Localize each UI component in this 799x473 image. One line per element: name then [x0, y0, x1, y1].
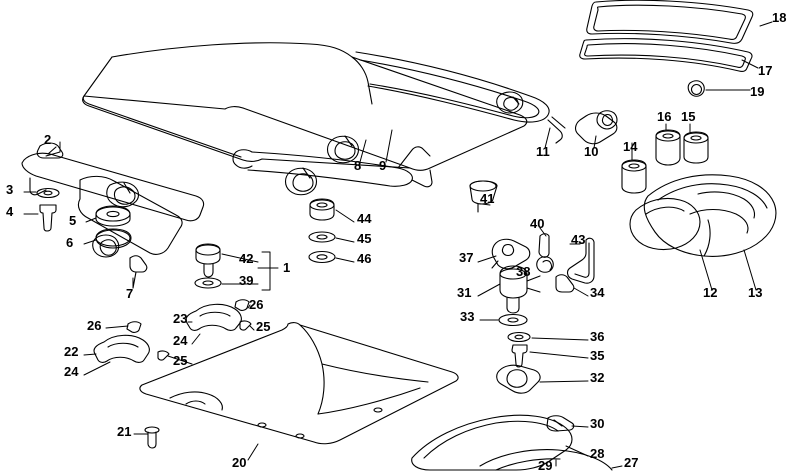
callout-16[interactable]: 16 — [657, 109, 672, 124]
callout-19[interactable]: 19 — [750, 84, 765, 99]
callout-11[interactable]: 11 — [536, 144, 550, 159]
callout-27[interactable]: 27 — [624, 455, 639, 470]
callout-45[interactable]: 45 — [357, 231, 372, 246]
part-18-rear-window — [587, 0, 753, 43]
part-10-latch — [576, 111, 617, 144]
callout-20[interactable]: 20 — [232, 455, 247, 470]
callout-32[interactable]: 32 — [590, 370, 605, 385]
part-33-washer — [499, 315, 527, 326]
part-42-39 — [195, 244, 221, 288]
callout-42[interactable]: 42 — [239, 251, 254, 266]
callout-9[interactable]: 9 — [379, 158, 387, 173]
callout-44[interactable]: 44 — [357, 211, 372, 226]
part-23-handle — [186, 304, 241, 330]
callout-28[interactable]: 28 — [590, 446, 605, 461]
callout-13[interactable]: 13 — [748, 285, 763, 300]
callout-6[interactable]: 6 — [66, 235, 74, 250]
callout-34[interactable]: 34 — [590, 285, 605, 300]
part-main-top-panel — [83, 43, 527, 173]
callout-1[interactable]: 1 — [283, 260, 291, 275]
callout-8[interactable]: 8 — [354, 158, 362, 173]
part-20-headliner — [140, 323, 458, 444]
part-3-4-washer-bolt — [37, 189, 59, 232]
callout-3[interactable]: 3 — [6, 182, 14, 197]
callout-43[interactable]: 43 — [571, 232, 586, 247]
part-21-clip — [145, 427, 159, 448]
callout-35[interactable]: 35 — [590, 348, 605, 363]
callout-5[interactable]: 5 — [69, 213, 77, 228]
callout-4[interactable]: 4 — [6, 204, 14, 219]
part-44-45-46 — [309, 199, 335, 263]
callout-31[interactable]: 31 — [457, 285, 472, 300]
callout-2[interactable]: 2 — [44, 132, 52, 147]
part-16-bushing — [656, 130, 680, 165]
part-15-bushing — [684, 132, 708, 163]
callout-38[interactable]: 38 — [516, 264, 531, 279]
part-36-35-32-stack — [497, 333, 540, 394]
callout-17[interactable]: 17 — [758, 63, 773, 78]
callout-41[interactable]: 41 — [480, 191, 495, 206]
callout-25[interactable]: 25 — [256, 319, 271, 334]
callout-39[interactable]: 39 — [239, 273, 254, 288]
part-34-40-38 — [537, 234, 574, 292]
callout-37[interactable]: 37 — [459, 250, 474, 265]
callout-29[interactable]: 29 — [538, 458, 553, 473]
part-8-9-bow — [356, 52, 549, 122]
part-13-cover — [644, 175, 776, 257]
group-bracket-1 — [262, 252, 270, 290]
callout-10[interactable]: 10 — [584, 144, 599, 159]
callout-24[interactable]: 24 — [64, 364, 79, 379]
part-14-bushing — [622, 160, 646, 193]
callout-14[interactable]: 14 — [623, 139, 638, 154]
callout-15[interactable]: 15 — [681, 109, 696, 124]
part-17-seal — [580, 39, 752, 72]
callout-26-b[interactable]: 26 — [87, 318, 102, 333]
part-19-clip — [688, 81, 704, 97]
callout-25-b[interactable]: 25 — [173, 353, 188, 368]
callout-12[interactable]: 12 — [703, 285, 718, 300]
callout-30[interactable]: 30 — [590, 416, 605, 431]
callout-24-b[interactable]: 24 — [173, 333, 188, 348]
part-22-handle — [94, 335, 149, 362]
callout-21[interactable]: 21 — [117, 424, 132, 439]
callout-33[interactable]: 33 — [460, 309, 475, 324]
callout-23[interactable]: 23 — [173, 311, 188, 326]
callout-18[interactable]: 18 — [772, 10, 787, 25]
callout-7[interactable]: 7 — [126, 286, 134, 301]
callout-26[interactable]: 26 — [249, 297, 264, 312]
callout-40[interactable]: 40 — [530, 216, 545, 231]
callout-46[interactable]: 46 — [357, 251, 372, 266]
part-11-rail — [548, 117, 565, 143]
callout-36[interactable]: 36 — [590, 329, 605, 344]
callout-22[interactable]: 22 — [64, 344, 79, 359]
